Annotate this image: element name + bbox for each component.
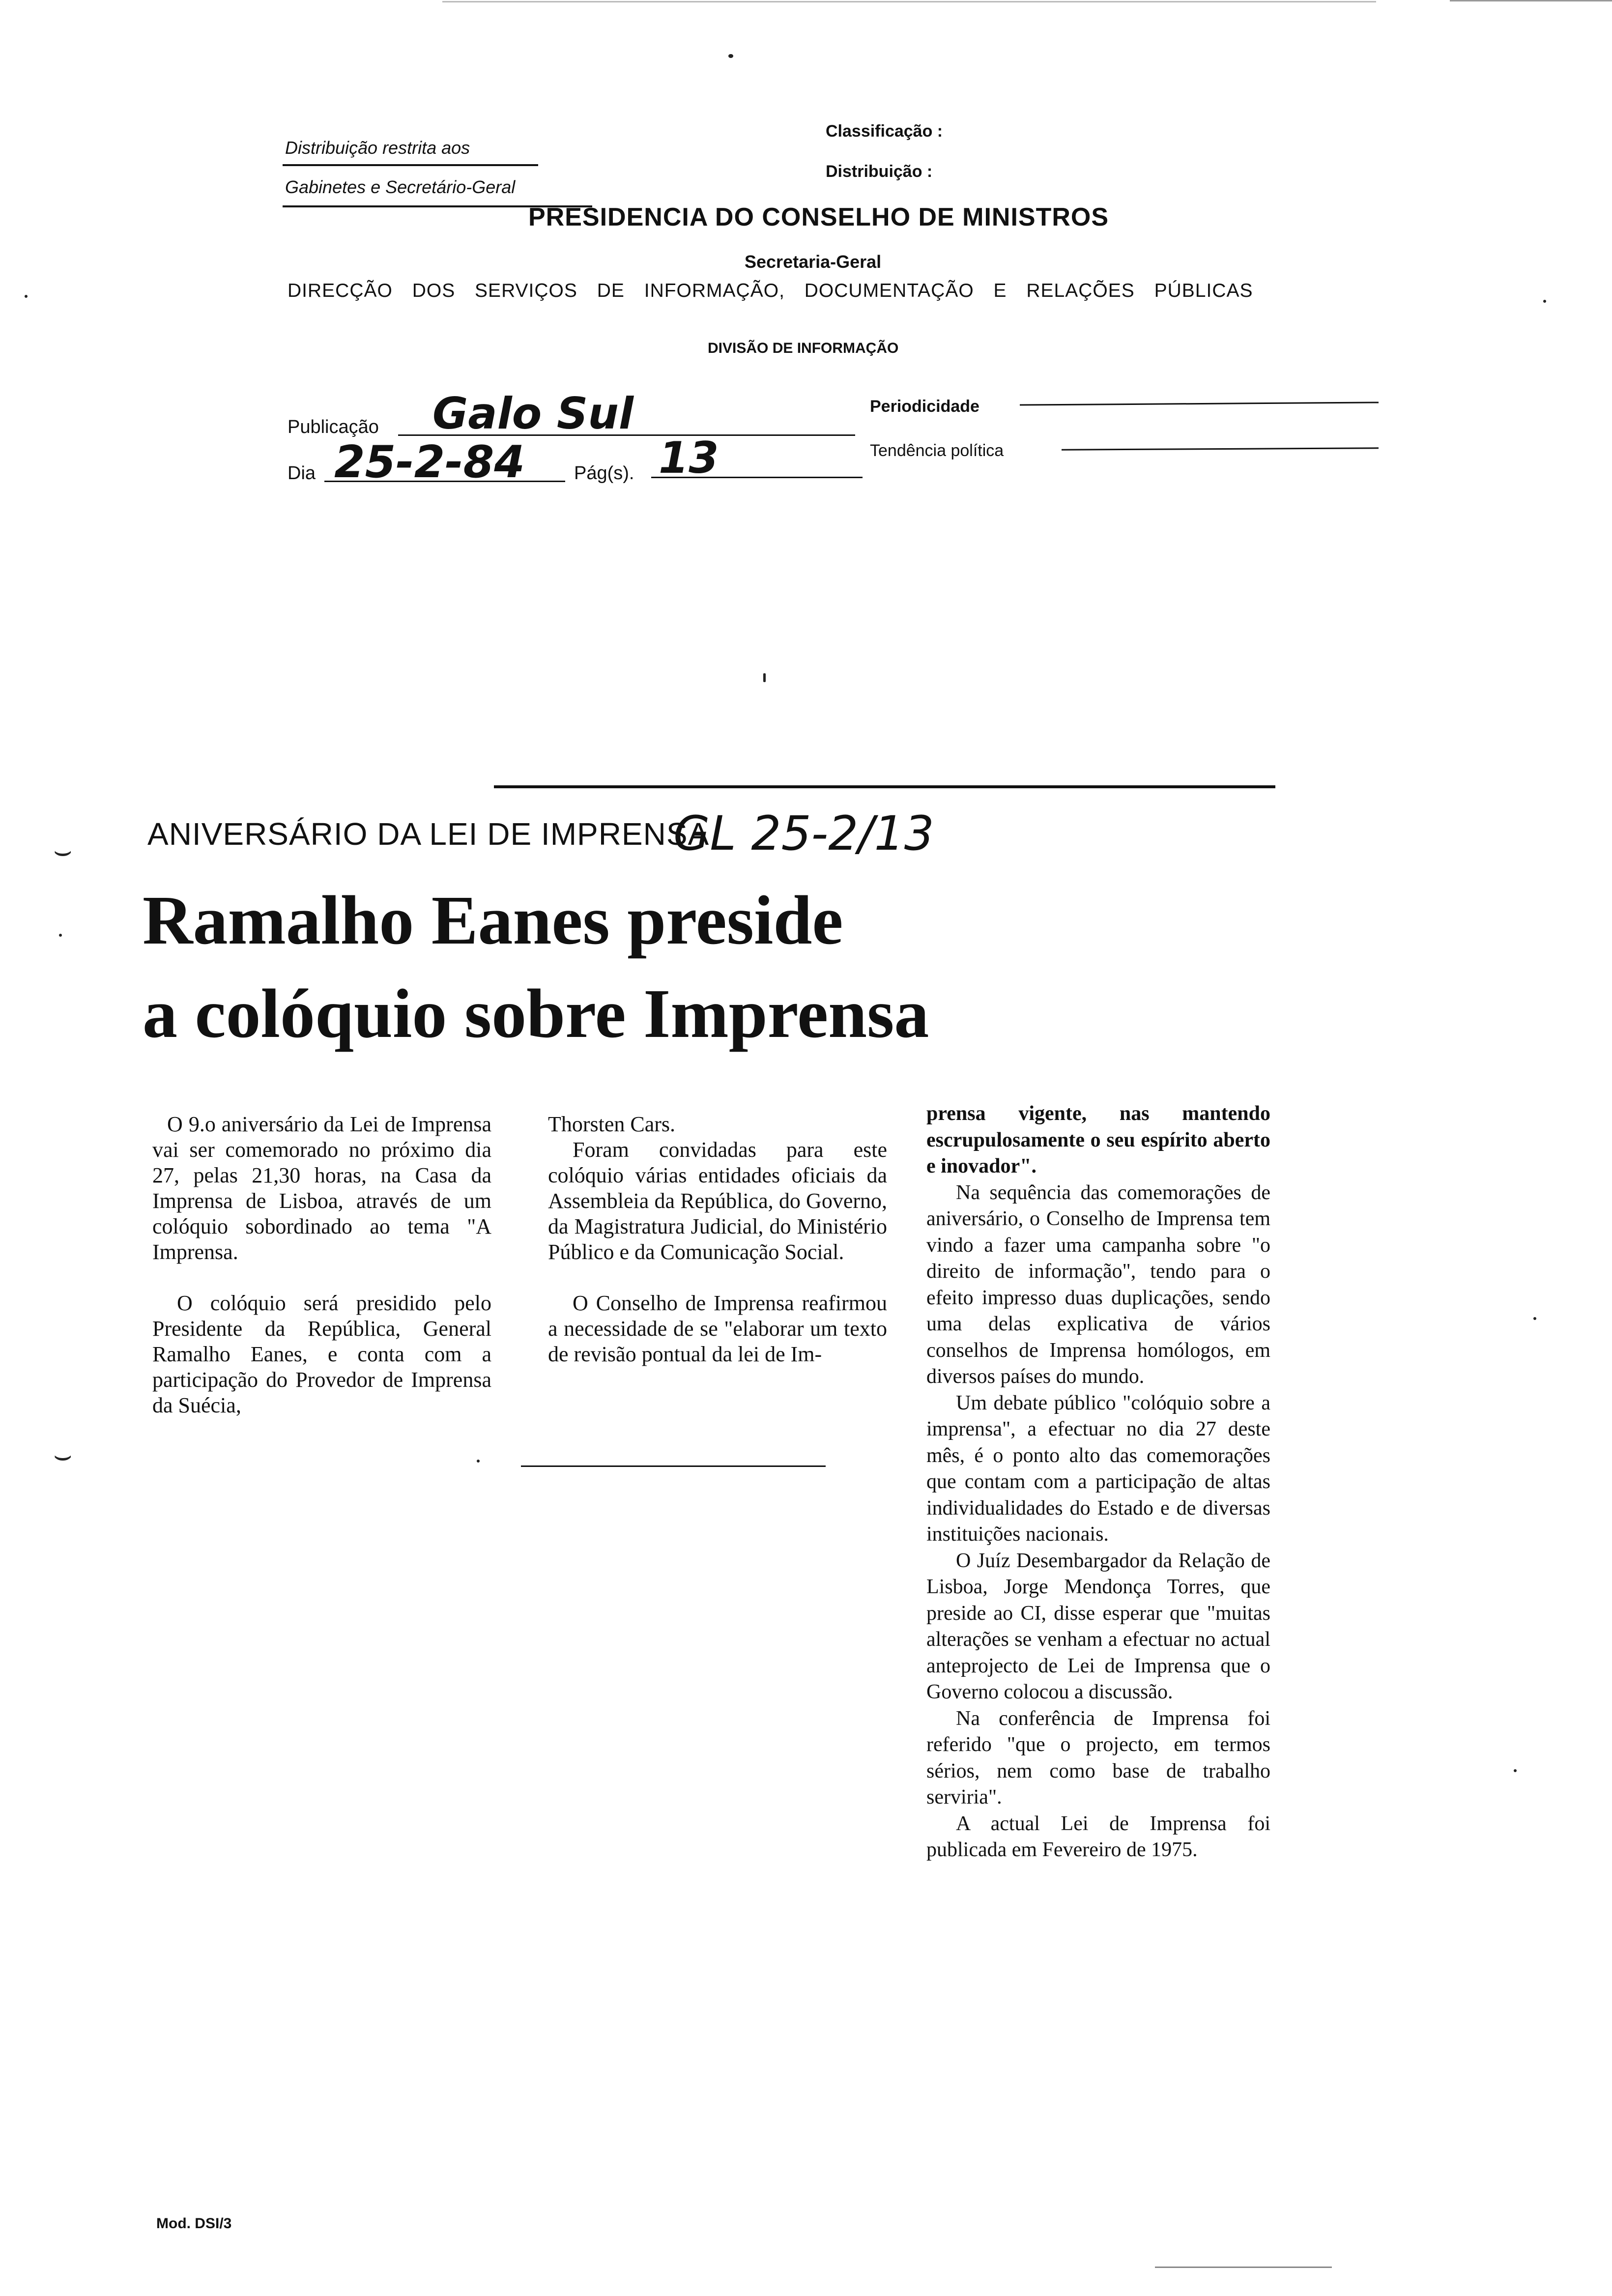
pags-handwritten: 13: [659, 432, 719, 483]
margin-mark-bottom: ⌣: [53, 1438, 73, 1471]
distribuicao-label: Distribuição :: [826, 162, 933, 181]
article-column-1: [152, 1112, 491, 1418]
article-kicker: ANIVERSÁRIO DA LEI DE IMPRENSA: [147, 816, 710, 852]
col2-paragraph-2: Foram convidadas para este colóquio várias entidades oficiais da Assembleia da República, do Governo, da Magistratura Judicial, do Ministério Público e da Comunicação Social.: [548, 1138, 887, 1264]
scan-edge-top-right: [1450, 0, 1612, 1]
article-top-rule: [494, 785, 1275, 788]
headline-line-1: Ramalho Eanes preside: [143, 881, 843, 959]
secretaria-geral: Secretaria-Geral: [745, 252, 882, 272]
direccao-line: DIRECÇÃO DOS SERVIÇOS DE INFORMAÇÃO, DOCUMENTAÇÃO E RELAÇÕES PÚBLICAS: [288, 280, 1253, 301]
col3-paragraph-6: A actual Lei de Imprensa foi publicada em Fevereiro de 1975.: [926, 1812, 1270, 1861]
periodicidade-label: Periodicidade: [870, 397, 979, 416]
col2-end-rule: [521, 1465, 826, 1467]
tendencia-line: [1062, 447, 1379, 450]
tendencia-label: Tendência política: [870, 441, 1004, 460]
periodicidade-line: [1020, 402, 1379, 405]
scan-speck: [25, 295, 28, 298]
scan-edge-top: [442, 1, 1376, 2]
publicacao-label: Publicação: [288, 417, 379, 437]
dia-label: Dia: [288, 463, 316, 484]
col3-paragraph-1: prensa vigente, nas mantendo escrupulosamente o seu espírito aberto e inovador".: [926, 1102, 1270, 1177]
scan-speck: [477, 1460, 480, 1463]
restricted-line-2: Gabinetes e Secretário-Geral: [285, 177, 516, 197]
margin-mark-top: ⌣: [53, 834, 73, 867]
col1-paragraph-2: O colóquio será presidido pelo Presidente da República, General Ramalho Eanes, e conta com a participação do Provedor de Imprensa da Suécia,: [152, 1291, 491, 1417]
handwritten-reference: GL 25-2/13: [673, 806, 934, 861]
scan-speck: [59, 934, 62, 937]
col3-paragraph-2: Na sequência das comemorações de aniversário, o Conselho de Imprensa tem vindo a fazer uma campanha sobre "o direito de informação", tendo para o efeito impresso duas duplicações, sendo uma delas explicativa de vários conselhos de Imprensa homólogos, em diversos países do mundo.: [926, 1181, 1270, 1388]
scan-speck: [1514, 1769, 1517, 1772]
pags-label: Pág(s).: [574, 463, 634, 484]
scan-speck: [763, 673, 766, 682]
col3-paragraph-3: Um debate público "colóquio sobre a imprensa", a efectuar no dia 27 deste mês, é o ponto alto das comemorações que contam com a participação de altas individualidades do Estado e de diversas instituições nacionais.: [926, 1391, 1270, 1546]
article-column-3: [926, 1101, 1270, 1864]
scan-speck: [1543, 300, 1546, 303]
col3-paragraph-4: O Juíz Desembargador da Relação de Lisboa, Jorge Mendonça Torres, que preside ao CI, disse esperar que "muitas alterações se venham a efectuar no actual anteprojecto de Lei de Imprensa que o Governo colocou a discussão.: [926, 1549, 1270, 1703]
scan-edge-bottom: [1155, 2267, 1332, 2268]
org-title: PRESIDENCIA DO CONSELHO DE MINISTROS: [528, 203, 1109, 231]
restricted-line-1: Distribuição restrita aos: [285, 138, 470, 158]
col2-paragraph-3: O Conselho de Imprensa reafirmou a necessidade de se "elaborar um texto de revisão pontual da lei de Im-: [548, 1291, 887, 1366]
scan-speck: [728, 54, 733, 58]
article-column-2: [548, 1112, 887, 1367]
restricted-underline-1: [283, 164, 538, 166]
classificacao-label: Classificação :: [826, 122, 943, 141]
dia-handwritten: 25-2-84: [334, 436, 525, 488]
headline-line-2: a colóquio sobre Imprensa: [143, 975, 929, 1052]
divisao-informacao: DIVISÃO DE INFORMAÇÃO: [708, 340, 899, 356]
col2-paragraph-1: Thorsten Cars.: [548, 1112, 676, 1136]
scan-speck: [1533, 1317, 1536, 1320]
col1-paragraph-1: O 9.o aniversário da Lei de Imprensa vai ser comemorado no próximo dia 27, pelas 21,30 horas, na Casa da Imprensa de Lisboa, através de um colóquio sobordinado ao tema "A Imprensa.: [152, 1112, 491, 1264]
publicacao-handwritten: Galo Sul: [432, 388, 634, 439]
col3-paragraph-5: Na conferência de Imprensa foi referido "que o projecto, em termos sérios, nem como base de trabalho serviria".: [926, 1707, 1270, 1808]
form-code: Mod. DSI/3: [156, 2215, 232, 2232]
